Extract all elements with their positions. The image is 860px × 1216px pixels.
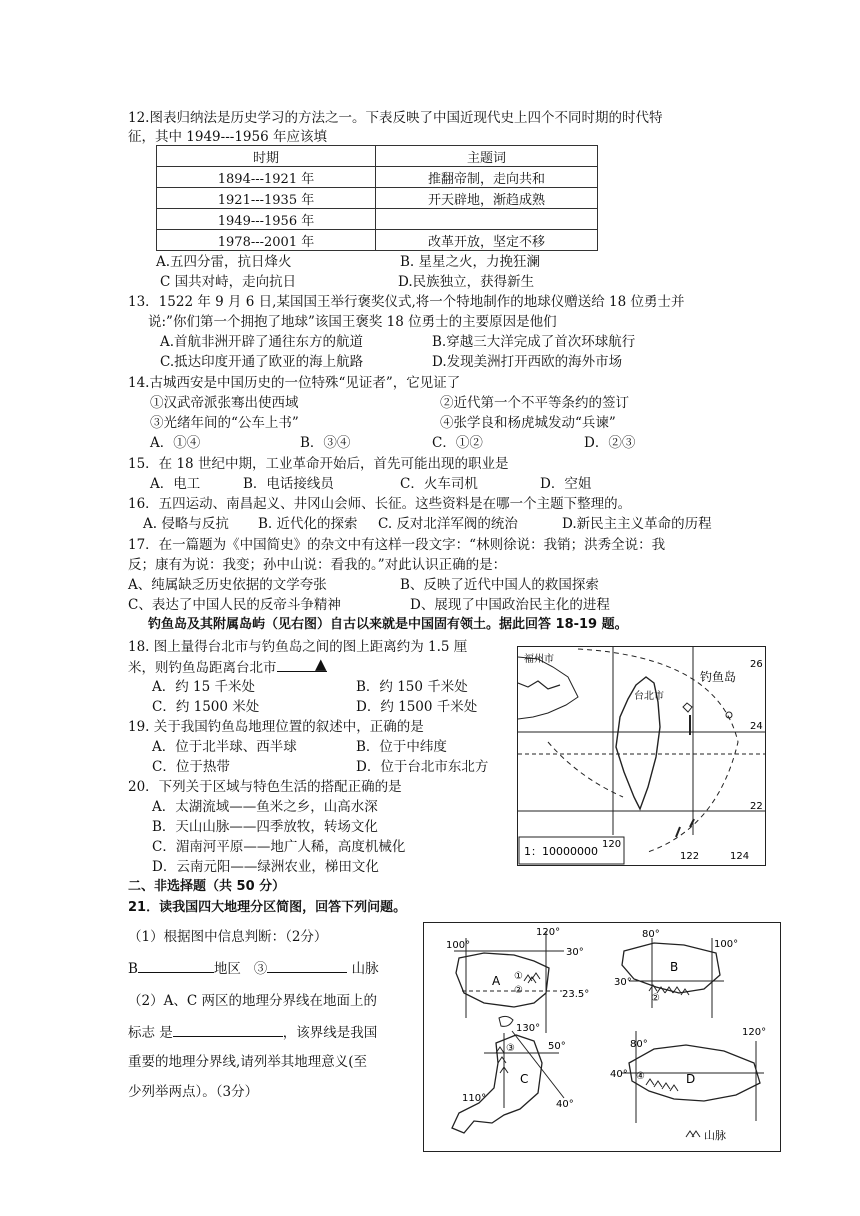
diaoyu-map (517, 646, 766, 866)
q13-option-b: B.穿越三大洋完成了首次环球航行 (432, 334, 636, 350)
map-label-fuzhou: 福州市 (524, 654, 554, 665)
q15-option-b: B．电话接线员 (243, 476, 334, 492)
mainland-coast (518, 657, 578, 719)
q20-option-c: C．湄南河平原——地广人稀，高度机械化 (152, 839, 406, 855)
q20-option-d: D．云南元阳——绿洲农业，梯田文化 (152, 859, 379, 875)
table-row (157, 146, 598, 167)
coast-detail (518, 681, 560, 689)
four-regions-map (423, 922, 781, 1152)
table-cell-theme: 开天辟地，渐趋成熟 (376, 188, 598, 209)
q19-option-b: B．位于中纬度 (356, 739, 447, 755)
region-a-mark: ② (514, 985, 523, 996)
q15-option-a: A．电工 (150, 476, 201, 492)
q18-option-d: D．约 1500 千米处 (356, 699, 478, 715)
table-cell-period: 1978---2001 年 (157, 230, 376, 251)
table-cell-theme: 改革开放，坚定不移 (376, 230, 598, 251)
coord-label: 130° (516, 1023, 541, 1034)
q12-option-d: D.民族独立，获得新生 (398, 274, 535, 290)
q13-stem-line2: 说:”你们第一个拥抱了地球”该国王褒奖 18 位勇士的主要原因是他们 (148, 314, 557, 330)
q17-option-b: B、反映了近代中国人的救国探索 (400, 577, 599, 593)
coord-label: 30° (566, 947, 584, 958)
q18-stem-line2 (128, 657, 327, 678)
q21-part2-line3: 重要的地理分界线,请列举其地理意义(至 (128, 1054, 368, 1070)
q16-option-d: D.新民主主义革命的历程 (562, 516, 712, 532)
mountain-symbol (646, 1079, 678, 1091)
q18-option-c: C．约 1500 米处 (152, 699, 260, 715)
lon-tick: 122 (680, 851, 700, 862)
answer-blank (138, 958, 214, 973)
region-d-label: D (686, 1072, 696, 1086)
q20-stem: 20．下列关于区域与特色生活的搭配正确的是 (128, 779, 402, 795)
boundary-marker-label: 标志 是 (128, 1025, 173, 1041)
q16-option-a: A. 侵略与反抗 (143, 516, 229, 532)
q19-option-a: A．位于北半球、西半球 (152, 739, 297, 755)
region-a-outline (456, 953, 549, 1007)
q12-option-b: B. 星星之火，力挽狂澜 (400, 254, 541, 270)
q18-stem-line1: 18. 图上量得台北市与钓鱼岛之间的图上距离约为 1.5 厘 (128, 639, 468, 655)
region-b-label: B (128, 961, 138, 977)
q15-option-c: C．火车司机 (400, 476, 478, 492)
q19-stem: 19. 关于我国钓鱼岛地理位置的叙述中，正确的是 (128, 719, 424, 735)
region-b-mark: ② (651, 993, 660, 1004)
legend-mountain-icon (686, 1131, 700, 1137)
section-2-title: 二、非选择题（共 50 分） (128, 879, 286, 894)
lon-tick: 124 (730, 851, 750, 862)
coord-label: 23.5° (562, 989, 590, 1000)
table-row (157, 188, 598, 209)
region-word: 地区 (213, 961, 241, 977)
q12-era-table (156, 145, 598, 251)
q18-stem-text: 米，则钓鱼岛距离台北市 (128, 660, 277, 676)
coord-label: 50° (548, 1041, 566, 1052)
table-row (157, 167, 598, 188)
mountain-symbol (524, 973, 540, 983)
table-header-theme: 主题词 (376, 146, 598, 167)
marker-triangle: ▲ (314, 655, 327, 673)
coord-label: 30° (614, 977, 632, 988)
q16-option-c: C. 反对北洋军阀的统治 (378, 516, 518, 532)
region-c-mark: ③ (506, 1043, 515, 1054)
lon-tick: 120 (602, 839, 622, 850)
lat-tick: 22 (750, 801, 763, 812)
legend-label: 山脉 (704, 1129, 726, 1142)
islet-mark-south2 (676, 827, 680, 837)
mountain-word: 山脉 (351, 961, 379, 977)
region-c-outline (452, 1035, 542, 1133)
mountain-number: ③ (253, 961, 268, 977)
coord-label: 110° (462, 1093, 487, 1104)
q14-option-a: A．①④ (150, 435, 201, 451)
q13-option-d: D.发现美洲打开西欧的海外市场 (432, 354, 623, 370)
q21-part2-line1: （2）A、C 两区的地理分界线在地面上的 (128, 993, 377, 1009)
q12-stem-line2: 征，其中 1949---1956 年应该填 (128, 129, 327, 145)
q14-item-2: ②近代第一个不平等条约的签订 (440, 395, 629, 411)
q14-option-d: D．②③ (584, 435, 636, 451)
q18-19-intro: 钓鱼岛及其附属岛屿（见右图）自古以来就是中国固有领土。据此回答 18-19 题。 (148, 617, 628, 632)
q17-option-d: D、展现了中国政治民主化的进程 (410, 597, 610, 613)
q14-option-c: C．①② (432, 435, 483, 451)
q20-option-b: B．天山山脉——四季放牧，转场文化 (152, 819, 378, 835)
q13-option-c: C.抵达印度开通了欧亚的海上航路 (160, 354, 364, 370)
q21-part1: （1）根据图中信息判断：（2分） (128, 929, 328, 945)
table-row (157, 230, 598, 251)
coord-label: 100° (446, 940, 471, 951)
coord-label: 80° (642, 929, 660, 940)
q13-option-a: A.首航非洲开辟了通往东方的航道 (160, 334, 364, 350)
region-a-mark: ① (514, 971, 523, 982)
q14-item-3: ③光绪年间的“公车上书” (150, 415, 299, 431)
table-cell-theme: 推翻帝制，走向共和 (376, 167, 598, 188)
q14-item-4: ④张学良和杨虎城发动“兵谏” (440, 415, 616, 431)
q17-option-c: C、表达了中国人民的反帝斗争精神 (128, 597, 341, 613)
diaoyu-islet (683, 703, 692, 712)
q17-stem-line2: 反；康有为说：我变；孙中山说：看我的。”对此认识正确的是： (128, 557, 507, 573)
q14-item-1: ①汉武帝派张骞出使西域 (150, 395, 299, 411)
coord-label: 120° (536, 927, 561, 938)
q16-stem: 16．五四运动、南昌起义、井冈山会师、长征。这些资料是在哪一个主题下整理的。 (128, 496, 632, 512)
q19-option-c: C．位于热带 (152, 759, 230, 775)
q12-option-a: A.五四分雷，抗日烽火 (156, 254, 292, 270)
answer-blank (277, 657, 327, 672)
lat-tick: 26 (750, 659, 763, 670)
coord-label: 40° (610, 1069, 628, 1080)
coord-label: 80° (630, 1039, 648, 1050)
lat-tick: 24 (750, 721, 763, 732)
region-a-label: A (492, 974, 501, 988)
map-scale: 1：10000000 (524, 845, 598, 858)
q20-option-a: A．太湖流域——鱼米之乡，山高水深 (152, 799, 378, 815)
coord-label: 120° (742, 1027, 767, 1038)
answer-blank (267, 958, 347, 973)
answer-blank (173, 1022, 283, 1037)
q21-stem: 21．读我国四大地理分区简图，回答下列问题。 (128, 900, 407, 915)
map-label-taipei: 台北市 (634, 691, 664, 702)
q18-option-a: A．约 15 千米处 (152, 679, 256, 695)
q17-option-a: A、纯属缺乏历史依据的文学夸张 (128, 577, 327, 593)
strait-dashed (548, 742, 623, 797)
table-row (157, 209, 598, 230)
q12-stem-line1: 12.图表归纳法是历史学习的方法之一。下表反映了中国近现代史上四个不同时期的时代特 (128, 110, 663, 126)
map-label-diaoyu: 钓鱼岛 (700, 670, 737, 684)
q16-option-b: B. 近代化的探索 (258, 516, 358, 532)
table-cell-period: 1949---1956 年 (157, 209, 376, 230)
q15-stem: 15．在 18 世纪中期，工业革命开始后，首先可能出现的职业是 (128, 456, 509, 472)
q12-option-c: C 国共对峙，走向抗日 (160, 274, 297, 290)
q17-stem-line1: 17．在一篇题为《中国简史》的杂文中有这样一段文字：“林则徐说：我销；洪秀全说：我 (128, 537, 666, 553)
q15-option-d: D．空姐 (540, 476, 592, 492)
coord-label: 100° (714, 939, 739, 950)
region-b-label: B (670, 960, 679, 974)
boundary-desc: ，该界线是我国 (282, 1025, 378, 1041)
q14-option-b: B．③④ (300, 435, 351, 451)
table-cell-theme (376, 209, 598, 230)
q21-part2-line4: 少列举两点）。（3分） (128, 1084, 259, 1100)
q21-part2-line2 (128, 1022, 377, 1043)
q13-stem-line1: 13．1522 年 9 月 6 日,某国国王举行褒奖仪式,将一个特地制作的地球仪赠送给 18 位勇士并 (128, 294, 685, 310)
table-header-period: 时期 (157, 146, 376, 167)
q14-stem: 14.古城西安是中国历史的一位特殊“见证者”，它见证了 (128, 375, 461, 391)
four-regions-svg (424, 923, 780, 1151)
coord-label: 40° (556, 1099, 574, 1110)
q19-option-d: D．位于台北市东北方 (356, 759, 489, 775)
q18-option-b: B．约 150 千米处 (356, 679, 468, 695)
table-cell-period: 1921---1935 年 (157, 188, 376, 209)
table-cell-period: 1894---1921 年 (157, 167, 376, 188)
region-d-mark: ④ (636, 1071, 645, 1082)
region-c-label: C (520, 1072, 529, 1086)
hainan-island (499, 1016, 513, 1026)
diaoyu-map-svg (518, 647, 765, 865)
q21-part1-answers (128, 958, 379, 979)
